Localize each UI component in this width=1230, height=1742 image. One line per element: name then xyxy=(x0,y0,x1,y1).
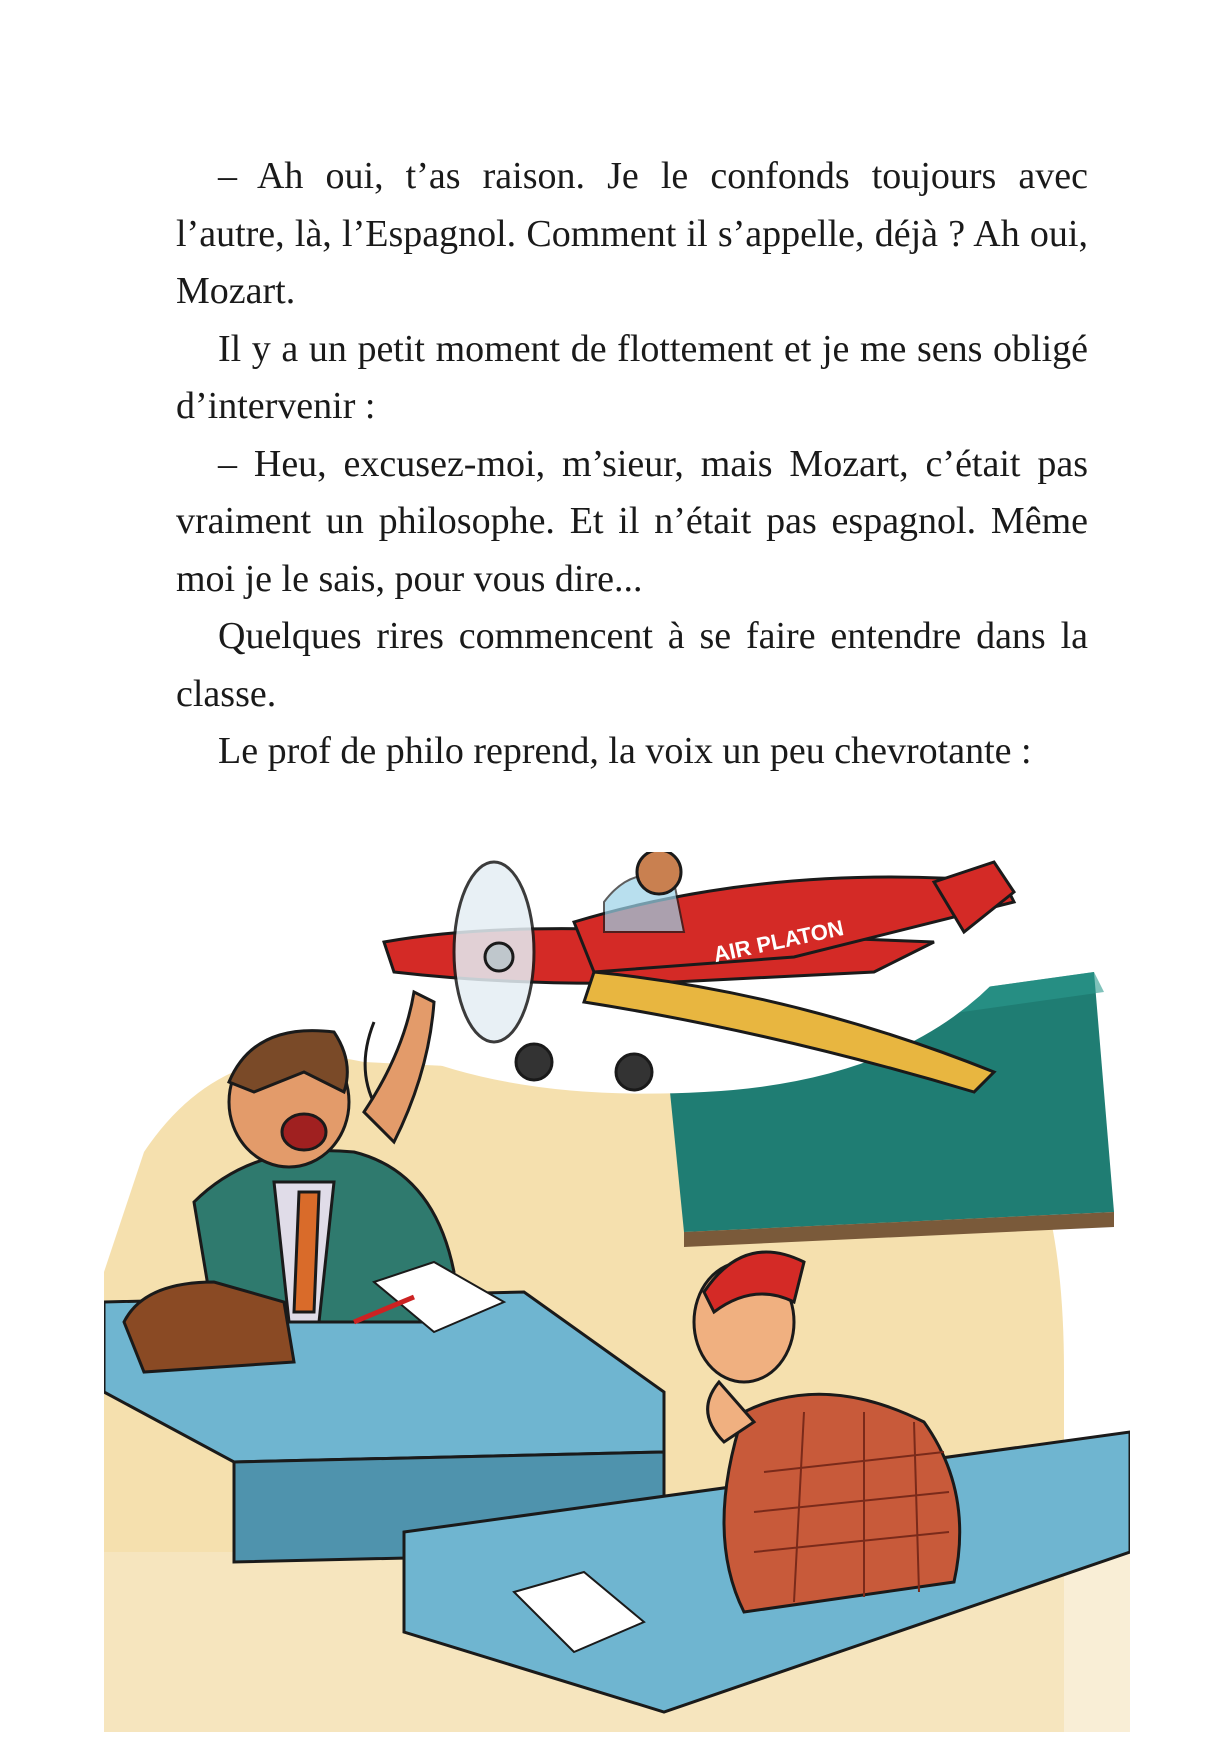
paragraph: – Heu, excusez-moi, m’sieur, mais Mozart, c’était pas vraiment un philosophe. Et il n’était pas espagnol. Même moi je le sais, pour vous dire... xyxy=(176,442,1088,600)
story-text xyxy=(176,148,1088,781)
paragraph: Il y a un petit moment de flottement et je me sens obligé d’intervenir : xyxy=(176,327,1088,427)
paragraph: – Ah oui, t’as raison. Je le confonds toujours avec l’autre, là, l’Espagnol. Comment il s’appelle, déjà ? Ah oui, Mozart. xyxy=(176,155,1088,312)
paragraph: Quelques rires commencent à se faire entendre dans la classe. xyxy=(176,615,1088,715)
paragraph: Le prof de philo reprend, la voix un peu chevrotante : xyxy=(218,730,1032,772)
classroom-illustration xyxy=(104,852,1130,1732)
plane-label: AIR PLATON xyxy=(711,915,846,968)
illustration-svg xyxy=(104,852,1130,1732)
